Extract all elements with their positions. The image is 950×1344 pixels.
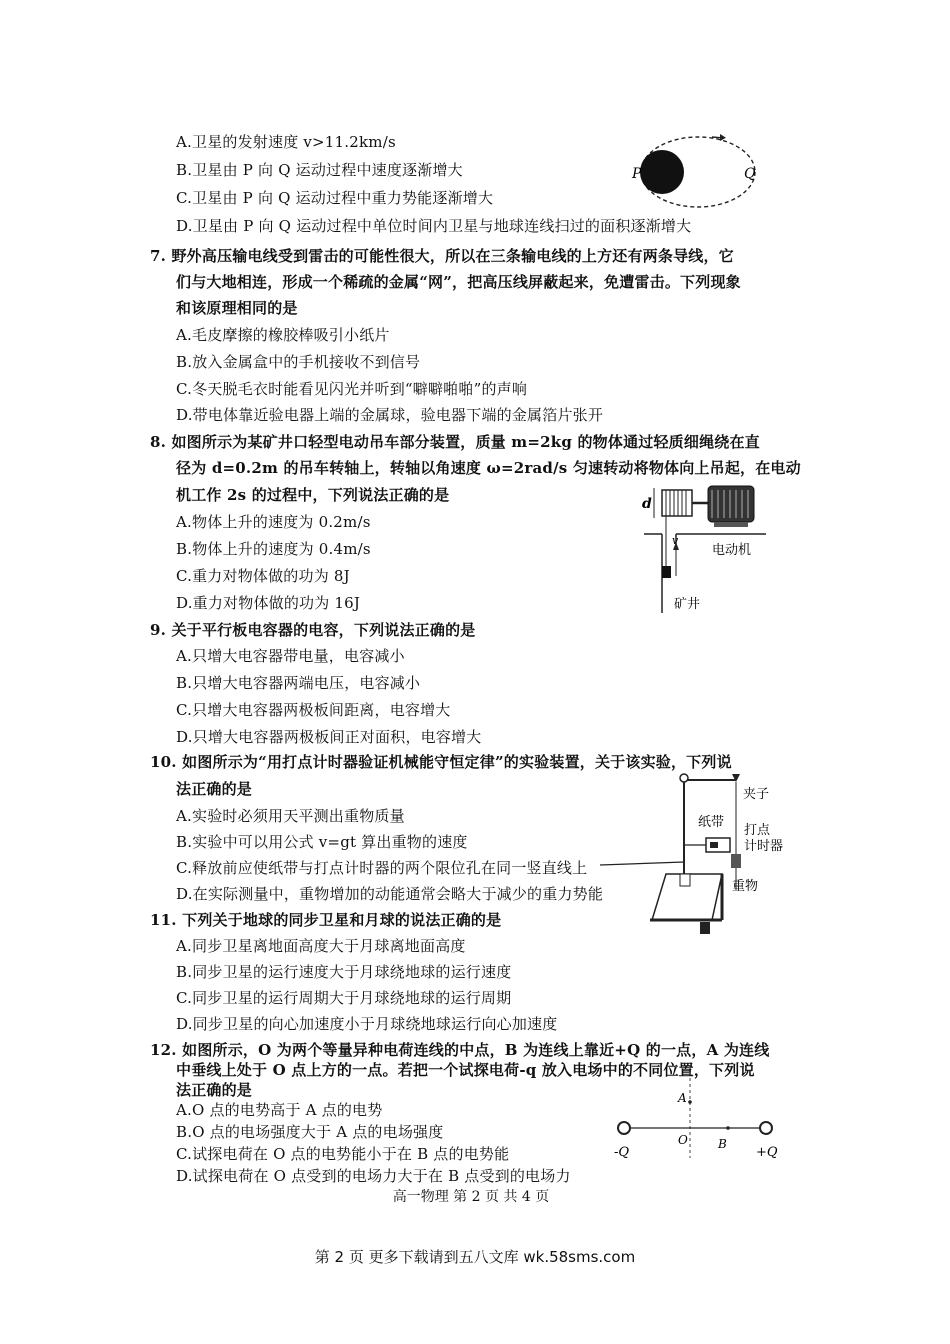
q9-option-b: B.只增大电容器两端电压，电容减小 xyxy=(176,674,421,692)
q6-option-b: B.卫星由 P 向 Q 运动过程中速度逐渐增大 xyxy=(176,161,463,179)
q6-option-c: C.卫星由 P 向 Q 运动过程中重力势能逐渐增大 xyxy=(176,189,494,207)
site-footer: 第 2 页 更多下载请到五八文库 wk.58sms.com xyxy=(314,1248,636,1266)
point-a xyxy=(688,1100,692,1104)
orbit-arrow xyxy=(712,137,720,138)
clamp-knob xyxy=(680,774,688,782)
label-p: P xyxy=(632,166,642,182)
q11-option-d: D.同步卫星的向心加速度小于月球绕地球运行向心加速度 xyxy=(176,1015,558,1033)
q6-option-d: D.卫星由 P 向 Q 运动过程中单位时间内卫星与地球连线扫过的面积逐渐增大 xyxy=(176,217,692,235)
q6-orbit-figure xyxy=(620,128,760,222)
q7-stem-3: 和该原理相同的是 xyxy=(176,299,298,317)
label-neg: -Q xyxy=(614,1145,630,1160)
positive-charge xyxy=(760,1122,772,1134)
q8-option-d: D.重力对物体做的功为 16J xyxy=(176,594,361,612)
q12-option-d: D.试探电荷在 O 点受到的电场力大于在 B 点受到的电场力 xyxy=(176,1167,571,1185)
q11-option-a: A.同步卫星离地面高度大于月球离地面高度 xyxy=(176,937,466,955)
q8-stem-1: 8. 如图所示为某矿井口轻型电动吊车部分装置，质量 m=2kg 的物体通过轻质细绳绕在直 xyxy=(150,433,760,451)
q12-option-a: A.O 点的电势高于 A 点的电势 xyxy=(176,1101,383,1119)
motor-fins xyxy=(712,490,748,518)
label-weight: 重物 xyxy=(732,879,759,894)
motor-base xyxy=(714,522,748,527)
label-motor: 电动机 xyxy=(712,543,752,558)
timer-coil xyxy=(710,842,718,848)
label-d: d xyxy=(642,496,652,512)
q12-stem-2: 中垂线上处于 O 点上方的一点。若把一个试探电荷-q 放入电场中的不同位置，下列说 xyxy=(176,1061,755,1079)
weight xyxy=(731,854,741,868)
label-q: Q xyxy=(744,166,756,182)
q10-option-b: B.实验中可以用公式 v=gt 算出重物的速度 xyxy=(176,833,468,851)
label-mine: 矿井 xyxy=(674,597,701,612)
q9-option-d: D.只增大电容器两极板间正对面积，电容增大 xyxy=(176,728,482,746)
q8-stem-2: 径为 d=0.2m 的吊车转轴上，转轴以角速度 ω=2rad/s 匀速转动将物体向上吊起，在电动 xyxy=(176,459,801,477)
q12-charges-figure xyxy=(608,1062,788,1176)
q9-option-c: C.只增大电容器两极板间距离，电容增大 xyxy=(176,701,451,719)
q10-apparatus-figure xyxy=(600,770,800,944)
label-o: O xyxy=(678,1133,688,1147)
q12-option-b: B.O 点的电场强度大于 A 点的电场强度 xyxy=(176,1123,444,1141)
label-timer-2: 计时器 xyxy=(744,839,784,854)
q8-stem-3: 机工作 2s 的过程中，下列说法正确的是 xyxy=(176,486,450,504)
q12-option-c: C.试探电荷在 O 点的电势能小于在 B 点的电势能 xyxy=(176,1145,510,1163)
q8-option-c: C.重力对物体做的功为 8J xyxy=(176,567,350,585)
q7-option-c: C.冬天脱毛衣时能看见闪光并听到“噼噼啪啪”的声响 xyxy=(176,380,528,398)
label-a: A xyxy=(678,1091,687,1105)
q7-option-a: A.毛皮摩擦的橡胶棒吸引小纸片 xyxy=(176,326,390,344)
q8-crane-figure xyxy=(636,478,776,622)
q7-stem-1: 7. 野外高压输电线受到雷击的可能性很大，所以在三条输电线的上方还有两条导线，它 xyxy=(150,247,734,265)
q11-stem-1: 11. 下列关于地球的同步卫星和月球的说法正确的是 xyxy=(150,911,502,929)
q7-stem-2: 们与大地相连，形成一个稀疏的金属“网”，把高压线屏蔽起来，免遭雷击。下列现象 xyxy=(176,273,741,291)
q10-stem-2: 法正确的是 xyxy=(176,780,253,798)
q12-stem-1: 12. 如图所示，O 为两个等量异种电荷连线的中点，B 为连线上靠近+Q 的一点，A 为连线 xyxy=(150,1041,770,1059)
q10-option-c: C.释放前应使纸带与打点计时器的两个限位孔在同一竖直线上 xyxy=(176,859,588,877)
label-b: B xyxy=(718,1137,727,1151)
orbit-arrowhead xyxy=(720,134,726,141)
q9-option-a: A.只增大电容器带电量，电容减小 xyxy=(176,647,405,665)
label-v: v xyxy=(672,534,679,547)
page-footer: 高一物理 第 2 页 共 4 页 xyxy=(392,1189,550,1205)
table-clamp xyxy=(700,922,710,934)
q8-option-b: B.物体上升的速度为 0.4m/s xyxy=(176,540,371,558)
q12-stem-3: 法正确的是 xyxy=(176,1081,253,1099)
negative-charge xyxy=(618,1122,630,1134)
motor-body xyxy=(708,486,754,522)
label-clip: 夹子 xyxy=(743,787,770,802)
pole-base xyxy=(680,874,690,886)
q7-option-b: B.放入金属盒中的手机接收不到信号 xyxy=(176,353,421,371)
q11-option-b: B.同步卫星的运行速度大于月球绕地球的运行速度 xyxy=(176,963,512,981)
q8-option-a: A.物体上升的速度为 0.2m/s xyxy=(176,513,371,531)
q11-option-c: C.同步卫星的运行周期大于月球绕地球的运行周期 xyxy=(176,989,512,1007)
q7-option-d: D.带电体靠近验电器上端的金属球，验电器下端的金属箔片张开 xyxy=(176,406,604,424)
q9-stem-1: 9. 关于平行板电容器的电容，下列说法正确的是 xyxy=(150,621,476,639)
q10-stem-1: 10. 如图所示为“用打点计时器验证机械能守恒定律”的实验装置，关于该实验，下列说 xyxy=(150,753,732,771)
earth xyxy=(640,150,684,194)
q10-option-a: A.实验时必须用天平测出重物质量 xyxy=(176,807,405,825)
label-timer-1: 打点 xyxy=(744,823,771,838)
q10-option-d: D.在实际测量中，重物增加的动能通常会略大于减少的重力势能 xyxy=(176,885,604,903)
load xyxy=(662,566,671,578)
power-cord xyxy=(600,862,684,865)
point-b xyxy=(726,1126,730,1130)
label-tape: 纸带 xyxy=(698,815,725,830)
label-pos: +Q xyxy=(756,1145,778,1160)
q6-option-a: A.卫星的发射速度 v>11.2km/s xyxy=(176,133,396,151)
